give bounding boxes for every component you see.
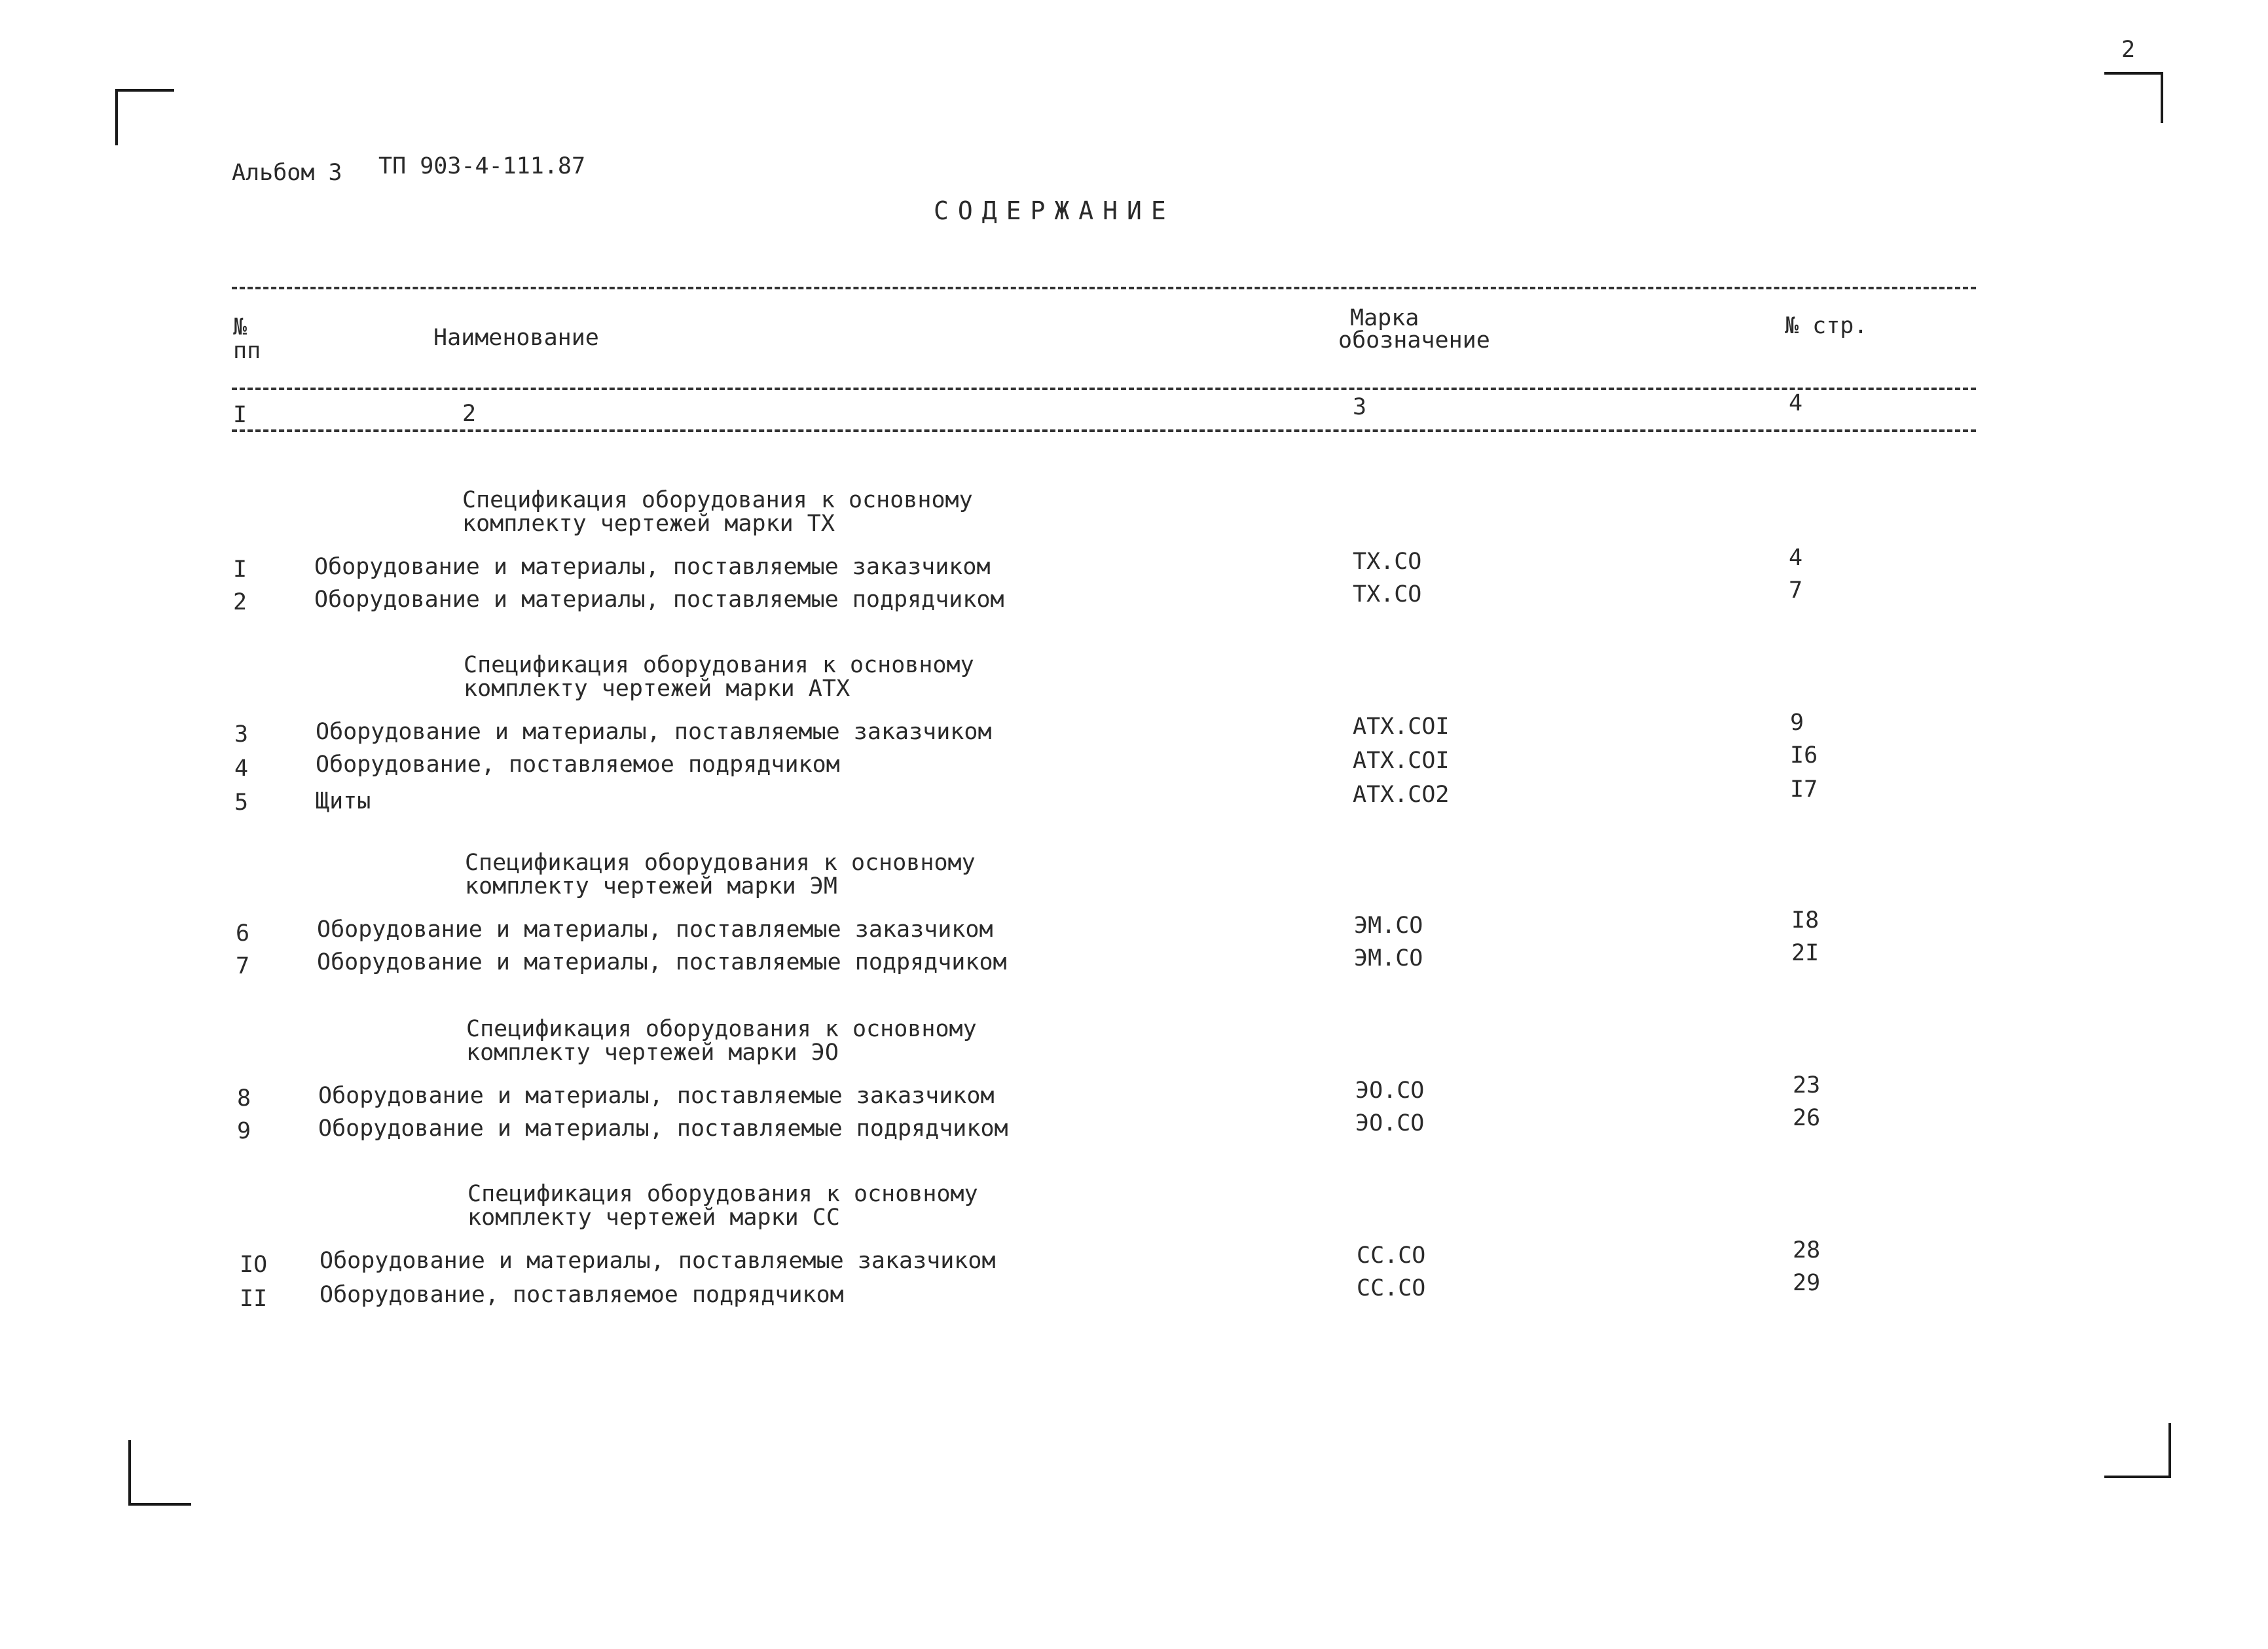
row-page: I8 [1791,907,1820,933]
row-number: 5 [234,789,249,816]
column-number-3: 3 [1353,394,1367,420]
column-number-1: I [233,402,247,428]
row-name: Щиты [316,788,371,814]
corner-mark-top-left [115,89,174,145]
row-mark: ЭМ.СО [1354,913,1423,939]
row-number: 2 [233,589,247,615]
column-number-4: 4 [1789,390,1803,416]
header-mark-line1: Марка [1350,305,1419,331]
section-heading-line1: Спецификация оборудования к основному [465,850,976,876]
row-name: Оборудование, поставляемое подрядчиком [320,1282,844,1308]
row-name: Оборудование, поставляемое подрядчиком [316,752,840,778]
header-name: Наименование [433,325,599,351]
row-number: IO [240,1252,268,1278]
row-mark: АТХ.СОI [1353,714,1450,740]
page-title: СОДЕРЖАНИЕ [934,196,1175,225]
header-rule-middle [232,388,1976,390]
corner-mark-bottom-left [128,1440,191,1506]
row-page: 2I [1791,940,1820,966]
row-mark: АТХ.СОI [1353,748,1450,774]
row-page: 4 [1789,545,1803,571]
row-page: 9 [1790,710,1804,736]
row-name: Оборудование и материалы, поставляемые подрядчиком [314,587,1004,613]
row-number: 3 [234,721,249,748]
row-mark: ТХ.СО [1353,581,1422,607]
section-heading-line1: Спецификация оборудования к основному [467,1181,978,1207]
column-number-2: 2 [462,401,477,427]
section-heading-line1: Спецификация оборудования к основному [464,652,974,678]
row-name: Оборудование и материалы, поставляемые заказчиком [316,719,992,745]
row-mark: ТХ.СО [1353,549,1422,575]
header-num-sign: № [233,314,247,340]
header-rule-top [232,287,1976,289]
row-mark: АТХ.СО2 [1353,782,1450,808]
header-rule-bottom [232,429,1976,432]
row-page: 26 [1793,1105,1821,1131]
row-page: I6 [1790,742,1818,769]
row-mark: СС.СО [1357,1242,1426,1269]
page-number: 2 [2121,37,2136,63]
section-heading-line1: Спецификация оборудования к основному [462,487,973,513]
row-number: 4 [234,755,249,782]
row-number: 8 [237,1085,251,1112]
row-mark: ЭО.СО [1355,1078,1425,1104]
corner-mark-bottom-right [2104,1423,2171,1478]
row-name: Оборудование и материалы, поставляемые заказчиком [318,1083,995,1109]
section-heading-line2: комплекту чертежей марки ЭО [466,1040,839,1066]
header-page: № стр. [1785,313,1868,339]
row-number: 6 [236,920,250,947]
project-code: ТП 903-4-111.87 [378,153,586,179]
row-name: Оборудование и материалы, поставляемые заказчиком [314,554,991,580]
section-heading-line1: Спецификация оборудования к основному [466,1016,977,1042]
row-name: Оборудование и материалы, поставляемые подрядчиком [318,1115,1008,1142]
row-name: Оборудование и материалы, поставляемые подрядчиком [317,949,1007,975]
row-mark: ЭМ.СО [1354,945,1423,971]
row-number: 9 [237,1118,251,1144]
row-page: 29 [1793,1270,1821,1296]
row-mark: ЭО.СО [1355,1110,1425,1136]
row-number: 7 [236,953,250,979]
header-mark-line2: обозначение [1338,327,1490,353]
row-number: II [240,1286,268,1312]
section-heading-line2: комплекту чертежей марки ТХ [462,511,835,537]
header-num-label: пп [233,338,261,364]
corner-mark-top-right [2104,72,2163,123]
section-heading-line2: комплекту чертежей марки ЭМ [465,873,837,899]
row-page: 28 [1793,1237,1821,1263]
row-page: I7 [1790,776,1818,803]
row-mark: СС.СО [1357,1275,1426,1301]
row-number: I [233,556,247,583]
row-page: 23 [1793,1072,1821,1098]
row-name: Оборудование и материалы, поставляемые заказчиком [320,1248,996,1274]
row-name: Оборудование и материалы, поставляемые заказчиком [317,916,993,943]
album-label: Альбом 3 [232,160,342,186]
section-heading-line2: комплекту чертежей марки АТХ [464,676,850,702]
row-page: 7 [1789,577,1803,604]
section-heading-line2: комплекту чертежей марки СС [467,1205,840,1231]
